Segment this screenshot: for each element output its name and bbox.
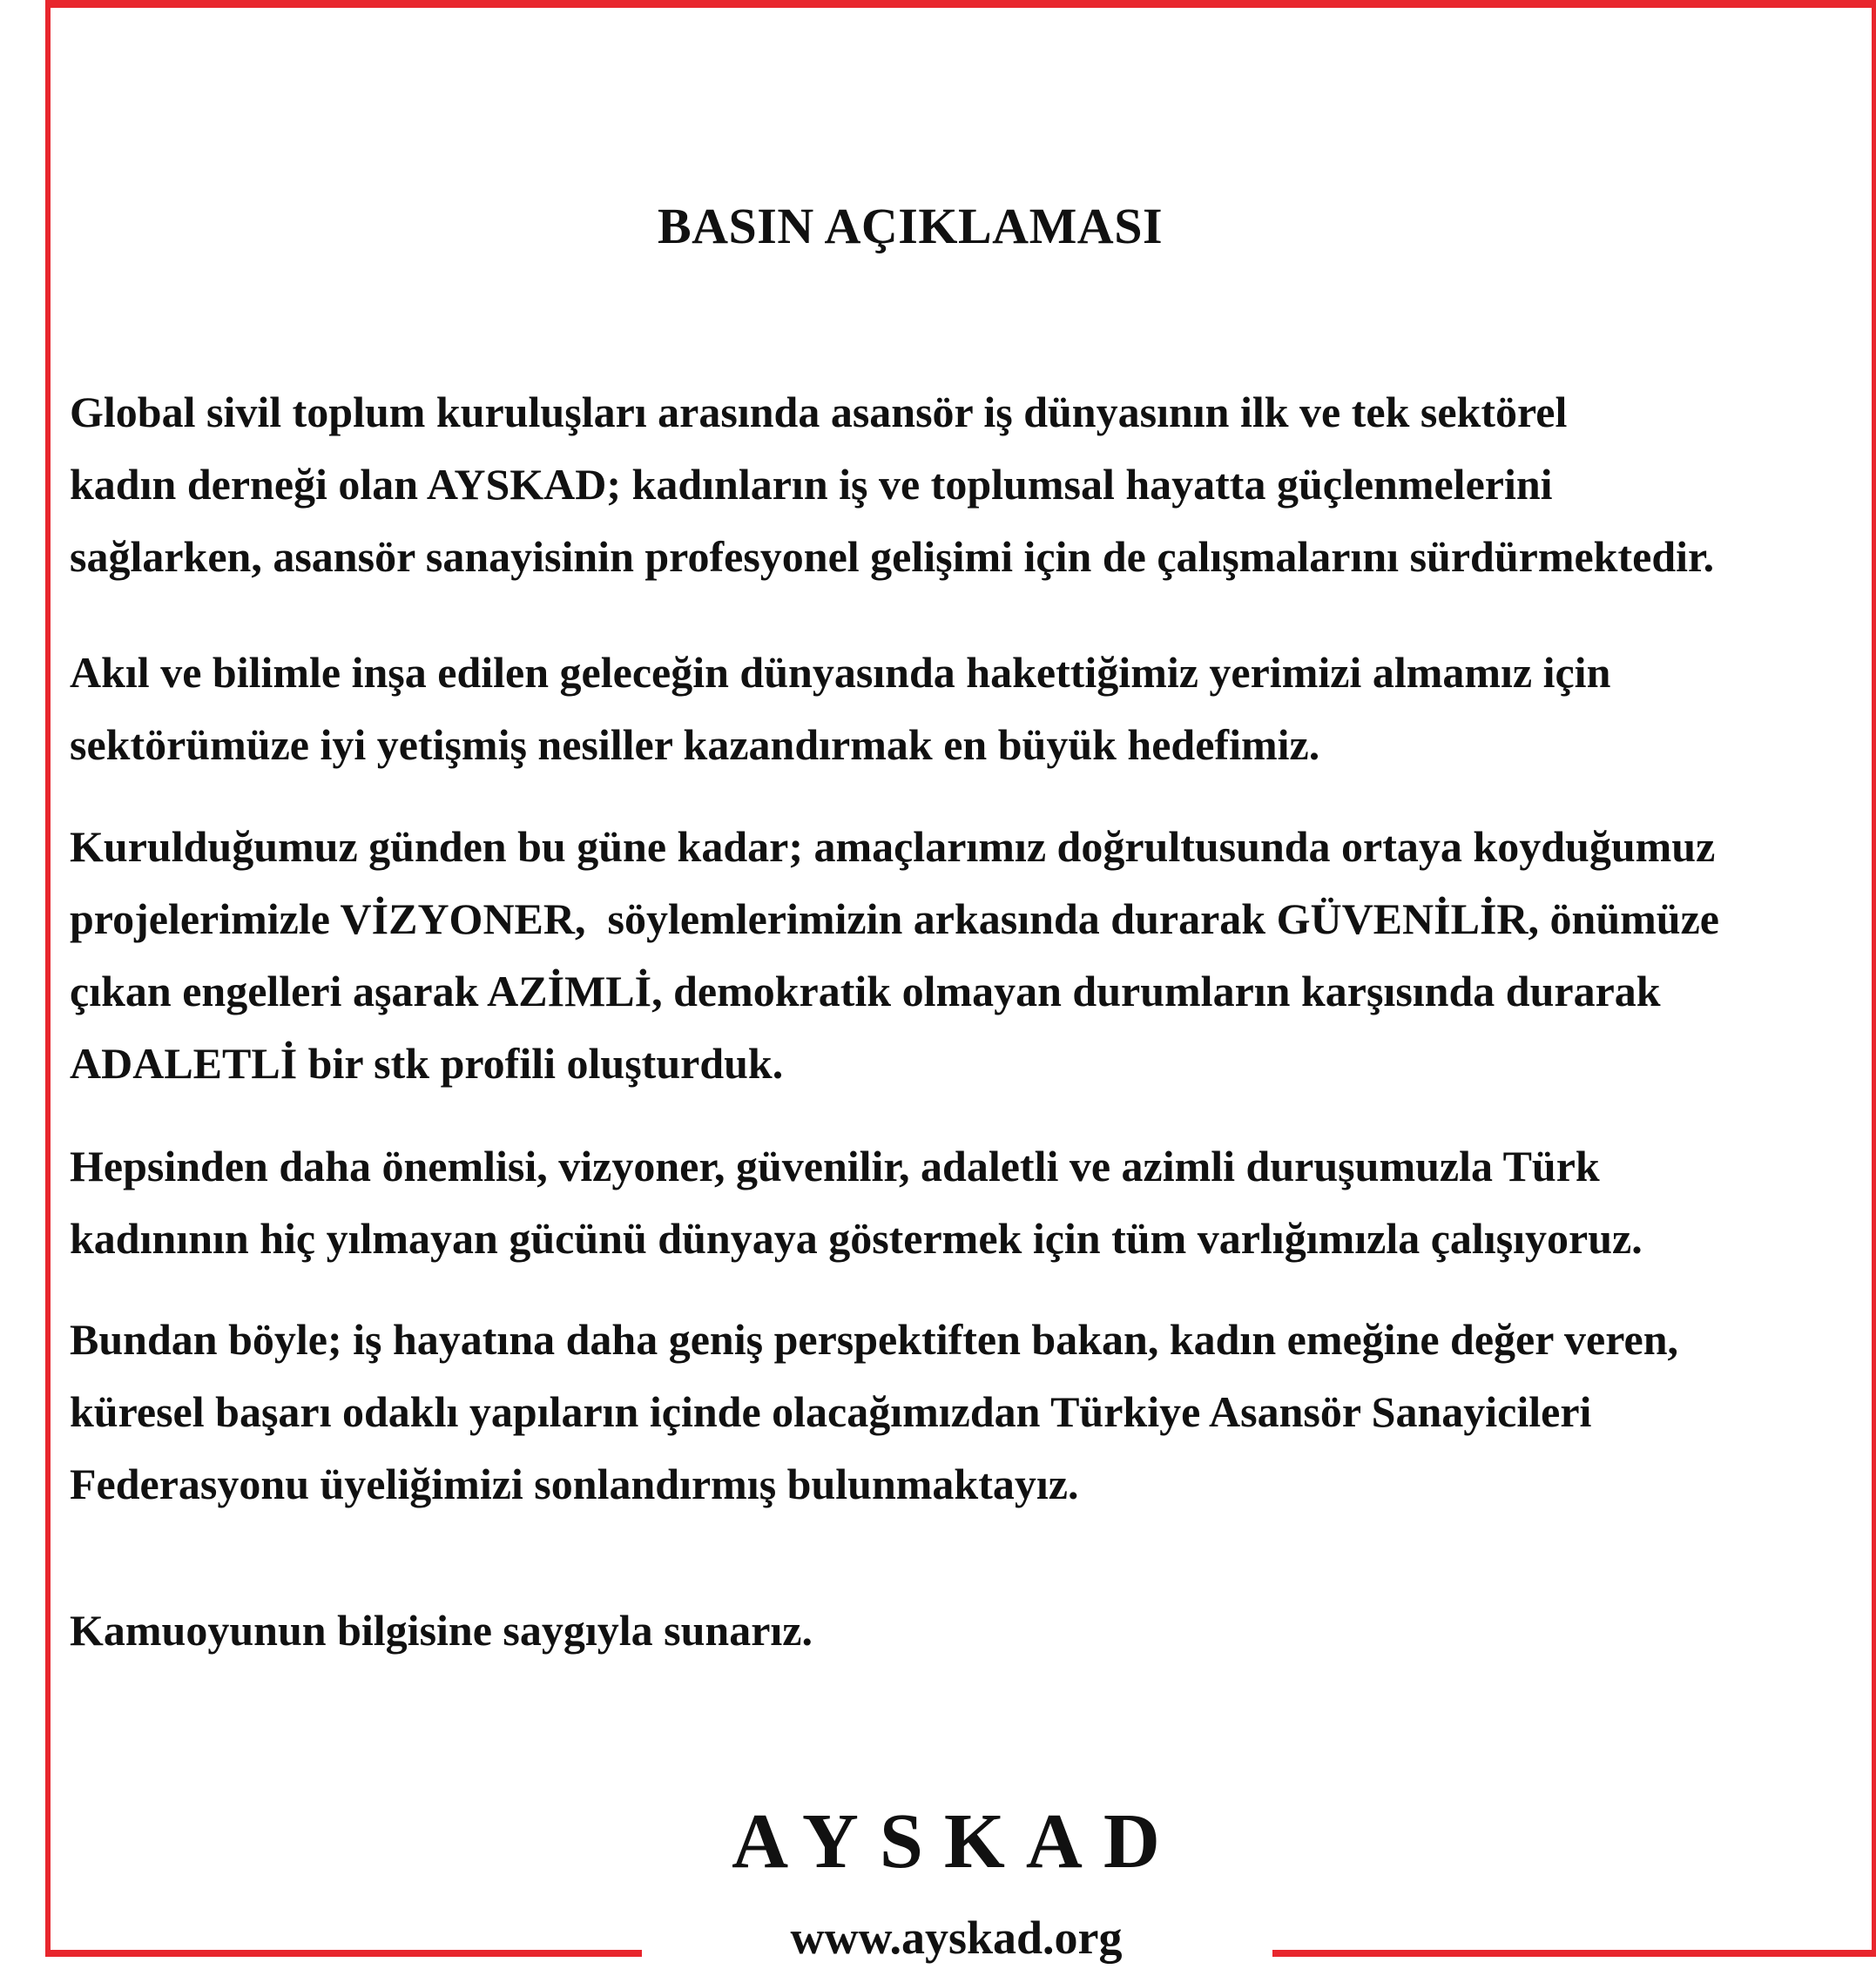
paragraph-announcement xyxy=(70,1304,1864,1521)
text-line: Federasyonu üyeliğimizi sonlandırmış bulunmaktayız. xyxy=(70,1460,1079,1508)
text-line: Kurulduğumuz günden bu güne kadar; amaçlarımız doğrultusunda ortaya koyduğumuz xyxy=(70,822,1716,871)
frame-right-border xyxy=(1872,0,1876,1955)
website-url[interactable]: www.ayskad.org xyxy=(790,1912,1123,1964)
document-title: BASIN AÇIKLAMASI xyxy=(657,198,1164,254)
text-line: sektörümüze iyi yetişmiş nesiller kazandırmak en büyük hedefimiz. xyxy=(70,720,1320,769)
text-line: kadın derneği olan AYSKAD; kadınların iş ve toplumsal hayatta güçlenmelerini xyxy=(70,460,1553,509)
text-line: Bundan böyle; iş hayatına daha geniş perspektiften bakan, kadın emeğine değer veren, xyxy=(70,1315,1679,1364)
paragraph-profile xyxy=(70,811,1864,1100)
paragraph-goal xyxy=(70,637,1864,781)
text-line: çıkan engelleri aşarak AZİMLİ, demokratik olmayan durumların karşısında durarak xyxy=(70,967,1661,1015)
text-line: Kamuoyunun bilgisine saygıyla sunarız. xyxy=(70,1606,813,1655)
text-line: projelerimizle VİZYONER, söylemlerimizin arkasında durarak GÜVENİLİR, önümüze xyxy=(70,894,1719,943)
text-line: sağlarken, asansör sanayisinin profesyonel gelişimi için de çalışmalarını sürdürmektedir. xyxy=(70,532,1715,581)
paragraph-mission xyxy=(70,1130,1864,1275)
text-line: kadınının hiç yılmayan gücünü dünyaya göstermek için tüm varlığımızla çalışıyoruz. xyxy=(70,1214,1643,1263)
text-line: Global sivil toplum kuruluşları arasında asansör iş dünyasının ilk ve tek sektörel xyxy=(70,388,1568,436)
text-line: Hepsinden daha önemlisi, vizyoner, güvenilir, adaletli ve azimli duruşumuzla Türk xyxy=(70,1142,1600,1190)
signature-brand: AYSKAD xyxy=(732,1798,1181,1885)
text-line: Akıl ve bilimle inşa edilen geleceğin dünyasında hakettiğimiz yerimizi almamız için xyxy=(70,648,1611,697)
text-line: ADALETLİ bir stk profili oluşturduk. xyxy=(70,1039,784,1088)
frame-top-border xyxy=(48,0,1876,8)
frame-left-border xyxy=(45,0,51,1955)
paragraph-intro xyxy=(70,376,1864,593)
paragraph-closing xyxy=(70,1595,1864,1667)
text-line: küresel başarı odaklı yapıların içinde olacağımızdan Türkiye Asansör Sanayicileri xyxy=(70,1387,1592,1436)
